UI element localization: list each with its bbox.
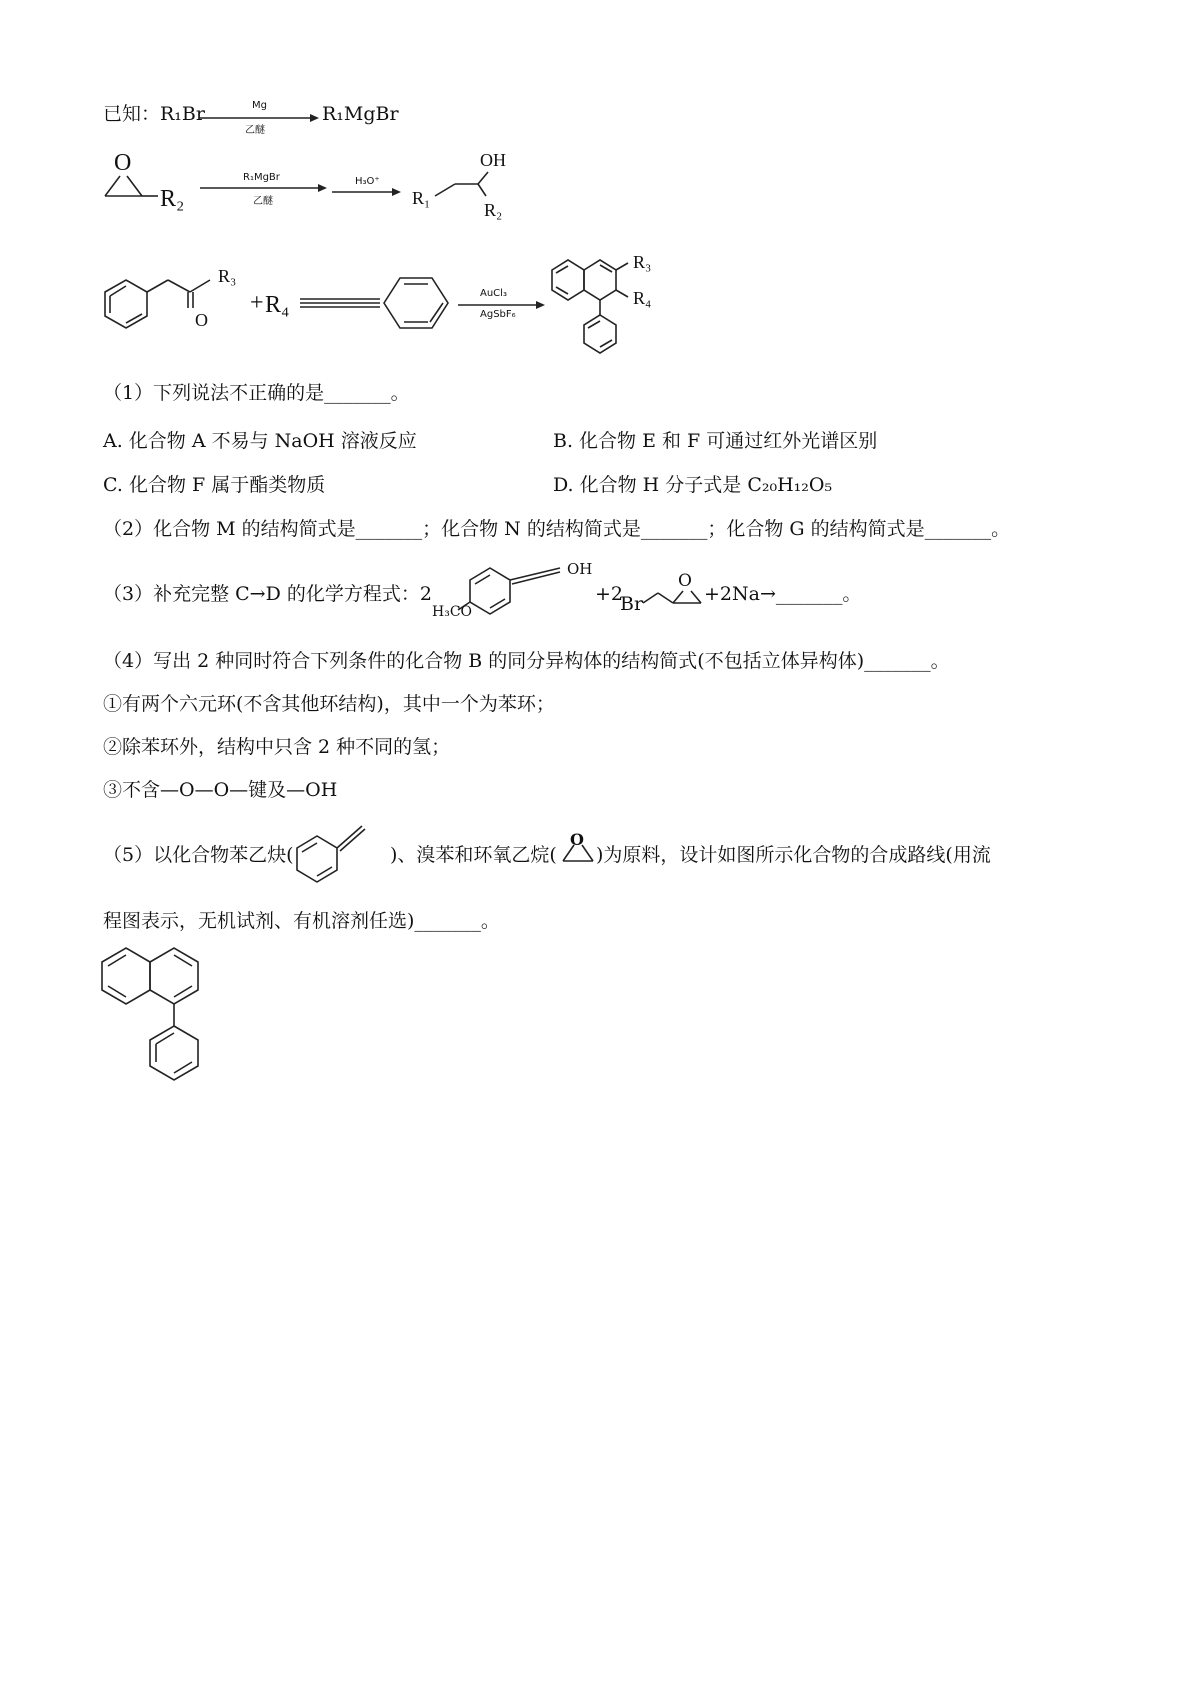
q3-h3co-label: H₃CO (432, 604, 473, 620)
q1-option-a: A. 化合物 A 不易与 NaOH 溶液反应 (103, 430, 417, 452)
q1-option-d: D. 化合物 H 分子式是 C₂₀H₁₂O₅ (553, 474, 833, 496)
phenylacetylene-structure (292, 818, 392, 888)
q3-br-label: Br (620, 593, 644, 615)
q3-oh-label: OH (567, 560, 593, 578)
product-r4-label: R₄ (633, 288, 652, 308)
epibromohydrin-structure (643, 585, 703, 615)
q3-tail: +2Na→_______。 (704, 583, 862, 605)
product-r1-label: R₁ (412, 188, 431, 208)
aryl-alkyne-structure (300, 270, 460, 340)
catalyst-agsbf6: AgSbF₆ (480, 309, 516, 320)
q1-option-b: B. 化合物 E 和 F 可通过红外光谱区别 (553, 430, 878, 452)
q5-stem-b: )、溴苯和环氧乙烷( (390, 844, 557, 866)
q4-condition-1: ①有两个六元环(不含其他环结构)，其中一个为苯环； (103, 693, 555, 715)
q1-option-c: C. 化合物 F 属于酯类物质 (103, 474, 326, 496)
known-prefix: 已知： (103, 103, 161, 125)
reagent-h3o: H₃O⁺ (355, 176, 380, 187)
q1-stem: （1）下列说法不正确的是_______。 (103, 382, 410, 404)
alkyne-r4-label: R₄ (265, 292, 290, 318)
benzyl-ketone-structure (100, 268, 230, 348)
reagent-mg: Mg (252, 100, 267, 111)
q4-condition-2: ②除苯环外，结构中只含 2 种不同的氢； (103, 736, 451, 758)
q3-epoxide-o: O (678, 571, 692, 591)
q4-condition-3: ③不含—O—O—键及—OH (103, 779, 338, 801)
q5-stem-d: 程图表示，无机试剂、有机溶剂任选)_______。 (103, 910, 500, 932)
reagent-ether: 乙醚 (245, 125, 265, 136)
epoxide-o-label: O (114, 150, 132, 176)
q3-stem: （3）补充完整 C→D 的化学方程式：2 (103, 583, 432, 605)
q3-plus2: +2 (595, 583, 624, 605)
epoxide-r2-label: R₂ (160, 186, 185, 212)
ketone-r3-label: R₃ (218, 266, 237, 286)
catalyst-aucl3: AuCl₃ (480, 288, 507, 299)
product-r1mgbr: R₁MgBr (322, 103, 399, 125)
product-oh-label: OH (480, 150, 506, 170)
target-phenylnaphthalene-structure (100, 940, 210, 1090)
q2-stem: （2）化合物 M 的结构简式是_______；化合物 N 的结构简式是_______；化合物 G 的结构简式是_______。 (103, 518, 1011, 540)
reaction-arrow-3 (332, 187, 404, 197)
ketone-o-label: O (195, 310, 208, 330)
product-r3-label: R₃ (633, 252, 652, 272)
q5-epoxide-o: O (570, 830, 584, 849)
reactant-r1br: R₁Br (160, 103, 205, 125)
q4-stem: （4）写出 2 种同时符合下列条件的化合物 B 的同分异构体的结构简式(不包括立体异构体)_______。 (103, 650, 950, 672)
reagent-ether-2: 乙醚 (253, 196, 273, 207)
q5-stem-c: )为原料，设计如图所示化合物的合成路线(用流 (596, 844, 991, 866)
q5-stem-a: （5）以化合物苯乙炔( (103, 844, 294, 866)
reagent-r1mgbr: R₁MgBr (243, 172, 280, 183)
plus-sign: + (250, 290, 264, 316)
product-r2-label: R₂ (484, 200, 503, 220)
